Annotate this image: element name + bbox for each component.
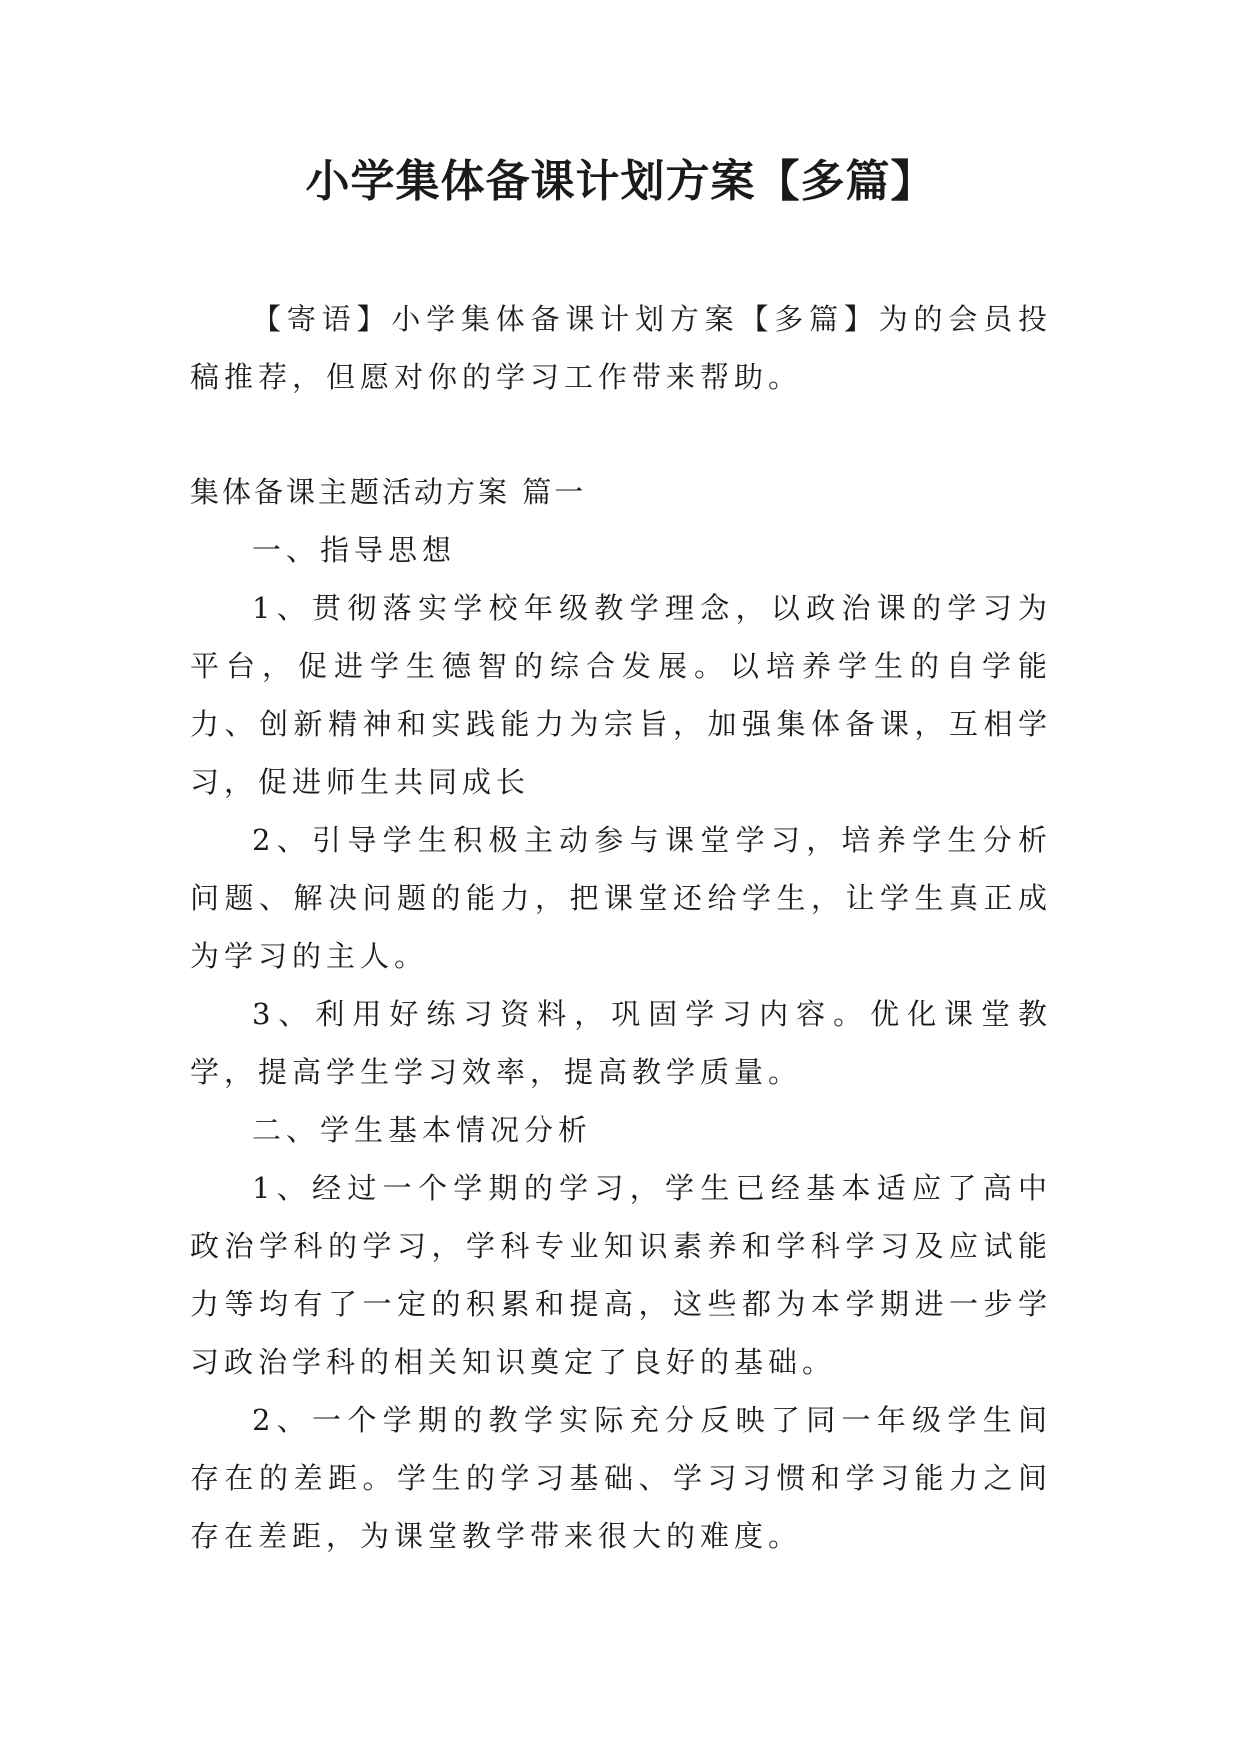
paragraph-spacer xyxy=(190,406,1052,463)
body-paragraph: 3、利用好练习资料，巩固学习内容。优化课堂教学，提高学生学习效率，提高教学质量。 xyxy=(190,997,1052,1089)
document-title: 小学集体备课计划方案【多篇】 xyxy=(305,156,936,207)
document-body xyxy=(190,290,1052,1565)
body-paragraph: 2、引导学生积极主动参与课堂学习，培养学生分析问题、解决问题的能力，把课堂还给学生，让学生真正成为学习的主人。 xyxy=(190,823,1052,973)
body-paragraph: 1、经过一个学期的学习，学生已经基本适应了高中政治学科的学习，学科专业知识素养和学科学习及应试能力等均有了一定的积累和提高，这些都为本学期进一步学习政治学科的相关知识奠定了良好的基础。 xyxy=(190,1171,1052,1379)
heading-student-analysis: 二、学生基本情况分析 xyxy=(252,1113,593,1147)
intro-paragraph: 【寄语】小学集体备课计划方案【多篇】为的会员投稿推荐，但愿对你的学习工作带来帮助。 xyxy=(190,302,1052,394)
section-heading: 集体备课主题活动方案 篇一 xyxy=(190,475,587,509)
heading-guiding-ideology: 一、指导思想 xyxy=(252,533,457,567)
body-paragraph: 1、贯彻落实学校年级教学理念，以政治课的学习为平台，促进学生德智的综合发展。以培养学生的自学能力、创新精神和实践能力为宗旨，加强集体备课，互相学习，促进师生共同成长 xyxy=(190,591,1052,799)
body-paragraph: 2、一个学期的教学实际充分反映了同一年级学生间存在的差距。学生的学习基础、学习习惯和学习能力之间存在差距，为课堂教学带来很大的难度。 xyxy=(190,1403,1052,1553)
